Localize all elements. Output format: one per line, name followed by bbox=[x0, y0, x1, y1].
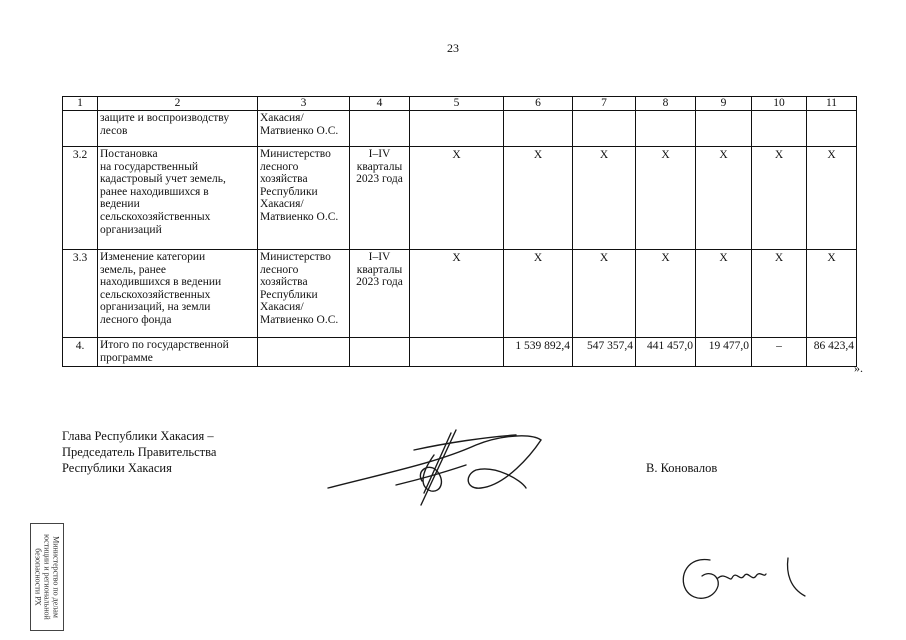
value-cell: X bbox=[504, 147, 573, 250]
activity-name-cell-line: находившихся в ведении bbox=[100, 276, 222, 289]
closing-quote: ». bbox=[854, 361, 863, 375]
term-cell bbox=[350, 147, 410, 250]
executor-cell-line: Матвиенко О.С. bbox=[260, 210, 339, 223]
row-number-cell: 3.3 bbox=[63, 250, 98, 338]
activity-name-cell-line: защите и воспроизводству bbox=[100, 112, 230, 124]
value-cell: X bbox=[696, 250, 752, 338]
activity-name-cell-line: Постановка bbox=[100, 148, 158, 160]
activity-name-cell bbox=[98, 250, 258, 338]
value-cell: X bbox=[573, 250, 636, 338]
term-cell bbox=[350, 250, 410, 338]
activity-name-cell-line: Изменение категории bbox=[100, 251, 206, 263]
activity-name-cell-line: программе bbox=[100, 351, 153, 364]
activity-name-cell-line: лесного фонда bbox=[100, 313, 172, 326]
stamp-line: юстиции и региональной bbox=[42, 534, 52, 620]
column-number-cell: 10 bbox=[752, 97, 807, 111]
executor-cell-line: Матвиенко О.С. bbox=[260, 313, 339, 326]
activity-name-cell-line: лесов bbox=[100, 124, 128, 137]
executor-cell-line: лесного bbox=[260, 263, 299, 276]
column-number-cell: 8 bbox=[636, 97, 696, 111]
column-number-cell: 3 bbox=[258, 97, 350, 111]
value-cell: X bbox=[573, 147, 636, 250]
registration-stamp bbox=[30, 523, 64, 631]
value-cell bbox=[573, 111, 636, 147]
column-number-cell: 2 bbox=[98, 97, 258, 111]
executor-cell bbox=[258, 250, 350, 338]
value-cell: 1 539 892,4 bbox=[504, 338, 573, 367]
activity-name-cell-line: сельскохозяйственных bbox=[100, 288, 211, 301]
signer-name: В. Коновалов bbox=[646, 461, 718, 475]
value-cell: X bbox=[410, 250, 504, 338]
signer-position-line: Глава Республики Хакасия – bbox=[62, 429, 214, 443]
row-number-cell bbox=[63, 111, 98, 147]
signer-position-line: Председатель Правительства bbox=[62, 445, 217, 459]
row-number-cell: 4. bbox=[63, 338, 98, 367]
page-number: 23 bbox=[447, 41, 459, 55]
row-number-cell: 3.2 bbox=[63, 147, 98, 250]
stamp-line: безопасности РХ bbox=[33, 548, 43, 606]
term-cell-line: I–IV bbox=[368, 251, 391, 263]
column-number-cell: 4 bbox=[350, 97, 410, 111]
table-row bbox=[63, 111, 857, 147]
value-cell bbox=[752, 111, 807, 147]
value-cell: – bbox=[752, 338, 807, 367]
term-cell-line: кварталы bbox=[356, 263, 403, 276]
value-cell bbox=[696, 111, 752, 147]
executor-cell bbox=[258, 147, 350, 250]
executor-cell-line: Министерство bbox=[260, 251, 331, 263]
activity-name-cell-line: организаций, на земли bbox=[100, 301, 211, 314]
value-cell: X bbox=[636, 147, 696, 250]
value-cell bbox=[504, 111, 573, 147]
activity-name-cell-line: Итого по государственной bbox=[100, 339, 229, 351]
activity-name-cell-line: ведении bbox=[100, 198, 140, 211]
value-cell: 547 357,4 bbox=[573, 338, 636, 367]
value-cell: X bbox=[807, 250, 857, 338]
column-number-cell: 5 bbox=[410, 97, 504, 111]
activity-name-cell-line: земель, ранее bbox=[100, 263, 166, 276]
value-cell: X bbox=[696, 147, 752, 250]
value-cell bbox=[807, 111, 857, 147]
table-header-row bbox=[63, 97, 857, 111]
activity-name-cell-line: кадастровый учет земель, bbox=[100, 173, 226, 186]
column-number-cell: 11 bbox=[807, 97, 857, 111]
activity-name-cell-line: на государственный bbox=[100, 160, 199, 173]
term-cell bbox=[350, 111, 410, 147]
executor-cell-line: лесного bbox=[260, 160, 299, 173]
initials-signature bbox=[670, 548, 810, 618]
activity-name-cell bbox=[98, 111, 258, 147]
handwritten-signature bbox=[326, 425, 556, 515]
value-cell: X bbox=[636, 250, 696, 338]
executor-cell-line: Республики bbox=[260, 288, 318, 301]
value-cell: X bbox=[752, 250, 807, 338]
program-table bbox=[62, 96, 857, 367]
executor-cell-line: Хакасия/ bbox=[260, 301, 304, 314]
column-number-cell: 6 bbox=[504, 97, 573, 111]
value-cell: X bbox=[752, 147, 807, 250]
executor-cell-line: Хакасия/ bbox=[260, 112, 304, 124]
value-cell: X bbox=[504, 250, 573, 338]
term-cell-line: 2023 года bbox=[356, 173, 403, 186]
table-row bbox=[63, 338, 857, 367]
activity-name-cell-line: сельскохозяйственных bbox=[100, 210, 211, 223]
value-cell bbox=[636, 111, 696, 147]
value-cell: 19 477,0 bbox=[696, 338, 752, 367]
executor-cell bbox=[258, 111, 350, 147]
activity-name-cell-line: ранее находившихся в bbox=[100, 185, 209, 198]
activity-name-cell bbox=[98, 147, 258, 250]
table-row bbox=[63, 147, 857, 250]
activity-name-cell bbox=[98, 338, 258, 367]
column-number-cell: 7 bbox=[573, 97, 636, 111]
executor-cell-line: Матвиенко О.С. bbox=[260, 124, 339, 137]
table-row bbox=[63, 250, 857, 338]
signer-position bbox=[62, 428, 216, 476]
executor-cell-line: Министерство bbox=[260, 148, 331, 160]
term-cell-line: кварталы bbox=[356, 160, 403, 173]
value-cell bbox=[410, 338, 504, 367]
column-number-cell: 9 bbox=[696, 97, 752, 111]
term-cell-line: I–IV bbox=[368, 148, 391, 160]
term-cell bbox=[350, 338, 410, 367]
executor-cell-line: хозяйства bbox=[260, 173, 308, 186]
value-cell: X bbox=[807, 147, 857, 250]
executor-cell-line: Хакасия/ bbox=[260, 198, 304, 211]
value-cell: X bbox=[410, 147, 504, 250]
value-cell: 86 423,4 bbox=[807, 338, 857, 367]
executor-cell-line: хозяйства bbox=[260, 276, 308, 289]
signer-position-line: Республики Хакасия bbox=[62, 461, 172, 475]
stamp-line: Министерство по делам bbox=[51, 536, 61, 618]
term-cell-line: 2023 года bbox=[356, 276, 403, 289]
executor-cell bbox=[258, 338, 350, 367]
value-cell bbox=[410, 111, 504, 147]
value-cell: 441 457,0 bbox=[636, 338, 696, 367]
activity-name-cell-line: организаций bbox=[100, 223, 162, 236]
executor-cell-line: Республики bbox=[260, 185, 318, 198]
column-number-cell: 1 bbox=[63, 97, 98, 111]
